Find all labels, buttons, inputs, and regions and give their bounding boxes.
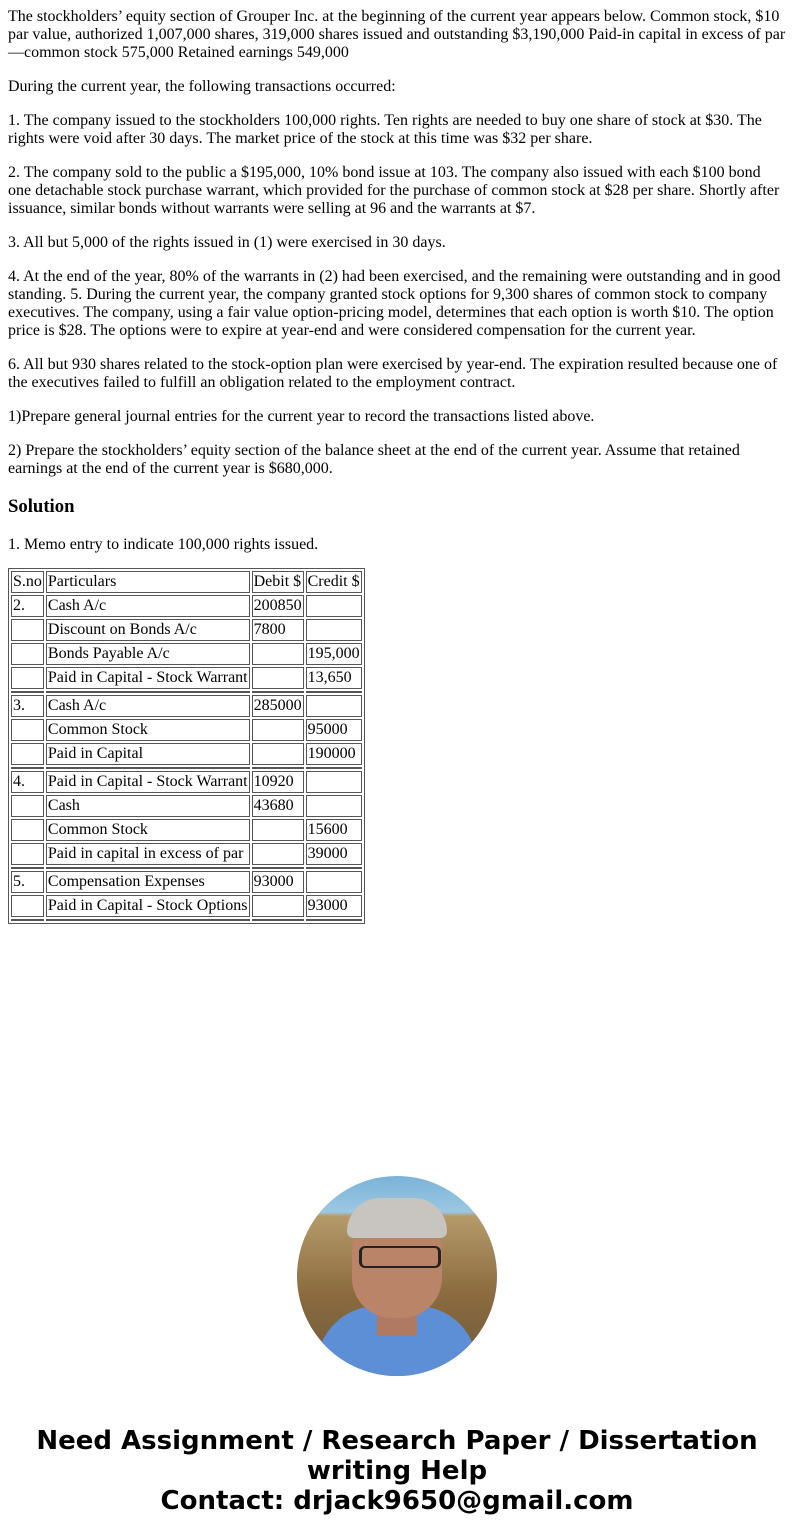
table-row <box>11 795 362 817</box>
question-intro: The stockholders’ equity section of Grouper Inc. at the beginning of the current year appears below. Common stock, $10 par value, authorized 1,007,000 shares, 319,000 shares issued and outstanding $3,190,000 Paid-in capital in excess of par—common stock 575,000 Retained earnings 549,000 <box>8 8 786 61</box>
memo-entry: 1. Memo entry to indicate 100,000 rights issued. <box>8 536 319 553</box>
debit-cell: 10920 <box>252 771 304 793</box>
debit-cell: 285000 <box>252 695 304 717</box>
particulars-cell: Cash <box>46 795 250 817</box>
particulars-cell: Common Stock <box>46 819 250 841</box>
particulars-cell: Bonds Payable A/c <box>46 643 250 665</box>
separator-row <box>11 691 362 693</box>
separator-cell <box>11 867 44 869</box>
sno-cell: 3. <box>11 695 44 717</box>
question <box>8 8 786 478</box>
debit-cell <box>252 895 304 917</box>
promo-banner <box>8 1426 786 1516</box>
debit-cell: 200850 <box>252 595 304 617</box>
table-row <box>11 743 362 765</box>
sno-cell <box>11 643 44 665</box>
avatar-photo <box>297 1176 497 1376</box>
requirement-1: 1)Prepare general journal entries for the current year to record the transactions listed above. <box>8 408 595 425</box>
separator-row <box>11 867 362 869</box>
debit-cell: 93000 <box>252 871 304 893</box>
particulars-cell: Compensation Expenses <box>46 871 250 893</box>
table-header-row <box>11 571 362 593</box>
separator-cell <box>46 767 250 769</box>
separator-cell <box>11 767 44 769</box>
sno-cell <box>11 843 44 865</box>
requirement-2: 2) Prepare the stockholders’ equity section of the balance sheet at the end of the current year. Assume that retained earnings at the end of the current year is $680,000. <box>8 442 740 477</box>
column-header: S.no <box>11 571 44 593</box>
table-row <box>11 619 362 641</box>
separator-cell <box>252 919 304 921</box>
credit-cell <box>306 871 362 893</box>
credit-cell <box>306 695 362 717</box>
particulars-cell: Cash A/c <box>46 595 250 617</box>
separator-cell <box>306 691 362 693</box>
table-row <box>11 843 362 865</box>
sno-cell <box>11 819 44 841</box>
table-row <box>11 595 362 617</box>
credit-cell: 195,000 <box>306 643 362 665</box>
separator-cell <box>252 867 304 869</box>
debit-cell <box>252 719 304 741</box>
sno-cell: 5. <box>11 871 44 893</box>
credit-cell: 93000 <box>306 895 362 917</box>
question-during: During the current year, the following transactions occurred: <box>8 78 396 95</box>
debit-cell <box>252 843 304 865</box>
separator-cell <box>46 691 250 693</box>
particulars-cell: Paid in Capital - Stock Options <box>46 895 250 917</box>
credit-cell: 13,650 <box>306 667 362 689</box>
separator-cell <box>46 867 250 869</box>
transaction-4-5: 4. At the end of the year, 80% of the warrants in (2) had been exercised, and the remaining were outstanding and in good standing. 5. During the current year, the company granted stock options for 9,300 shares of common stock to company executives. The company, using a fair value option-pricing model, determines that each option is worth $10. The option price is $28. The options were to expire at year-end and were considered compensation for the current year. <box>8 268 781 339</box>
promo-line-1: Need Assignment / Research Paper / Dissertation writing Help <box>36 1426 758 1486</box>
sno-cell: 4. <box>11 771 44 793</box>
table-row <box>11 695 362 717</box>
table-row <box>11 643 362 665</box>
particulars-cell: Paid in Capital - Stock Warrant <box>46 771 250 793</box>
credit-cell: 39000 <box>306 843 362 865</box>
separator-cell <box>306 867 362 869</box>
particulars-cell: Paid in Capital - Stock Warrant <box>46 667 250 689</box>
transaction-1: 1. The company issued to the stockholders 100,000 rights. Ten rights are needed to buy one share of stock at $30. The rights were void after 30 days. The market price of the stock at this time was $32 per share. <box>8 112 762 147</box>
sno-cell: 2. <box>11 595 44 617</box>
separator-cell <box>306 767 362 769</box>
sno-cell <box>11 795 44 817</box>
credit-cell <box>306 619 362 641</box>
particulars-cell: Discount on Bonds A/c <box>46 619 250 641</box>
credit-cell <box>306 795 362 817</box>
separator-cell <box>252 767 304 769</box>
table-row <box>11 667 362 689</box>
sno-cell <box>11 619 44 641</box>
debit-cell <box>252 667 304 689</box>
separator-cell <box>46 919 250 921</box>
column-header: Credit $ <box>306 571 362 593</box>
promo-contact: Contact: drjack9650@gmail.com <box>160 1486 634 1516</box>
separator-row <box>11 767 362 769</box>
debit-cell <box>252 819 304 841</box>
journal-table <box>8 568 365 924</box>
particulars-cell: Cash A/c <box>46 695 250 717</box>
sno-cell <box>11 719 44 741</box>
debit-cell: 43680 <box>252 795 304 817</box>
column-header: Debit $ <box>252 571 304 593</box>
table-row <box>11 719 362 741</box>
table-row <box>11 895 362 917</box>
credit-cell: 95000 <box>306 719 362 741</box>
separator-cell <box>252 691 304 693</box>
credit-cell: 190000 <box>306 743 362 765</box>
transaction-6: 6. All but 930 shares related to the stock-option plan were exercised by year-end. The expiration resulted because one of the executives failed to fulfill an obligation related to the employment contract. <box>8 356 778 391</box>
debit-cell <box>252 743 304 765</box>
sno-cell <box>11 667 44 689</box>
avatar-container <box>8 1176 786 1376</box>
table-row <box>11 871 362 893</box>
particulars-cell: Paid in Capital <box>46 743 250 765</box>
separator-cell <box>306 919 362 921</box>
separator-cell <box>11 691 44 693</box>
column-header: Particulars <box>46 571 250 593</box>
table-row <box>11 819 362 841</box>
debit-cell: 7800 <box>252 619 304 641</box>
particulars-cell: Paid in capital in excess of par <box>46 843 250 865</box>
sno-cell <box>11 895 44 917</box>
separator-cell <box>11 919 44 921</box>
solution-heading: Solution <box>8 496 75 517</box>
debit-cell <box>252 643 304 665</box>
sno-cell <box>11 743 44 765</box>
credit-cell <box>306 595 362 617</box>
credit-cell <box>306 771 362 793</box>
transaction-3: 3. All but 5,000 of the rights issued in (1) were exercised in 30 days. <box>8 234 446 251</box>
particulars-cell: Common Stock <box>46 719 250 741</box>
transaction-2: 2. The company sold to the public a $195,000, 10% bond issue at 103. The company also issued with each $100 bond one detachable stock purchase warrant, which provided for the purchase of common stock at $28 per share. Shortly after issuance, similar bonds without warrants were selling at 96 and the warrants at $7. <box>8 164 780 217</box>
table-row <box>11 771 362 793</box>
separator-row <box>11 919 362 921</box>
credit-cell: 15600 <box>306 819 362 841</box>
